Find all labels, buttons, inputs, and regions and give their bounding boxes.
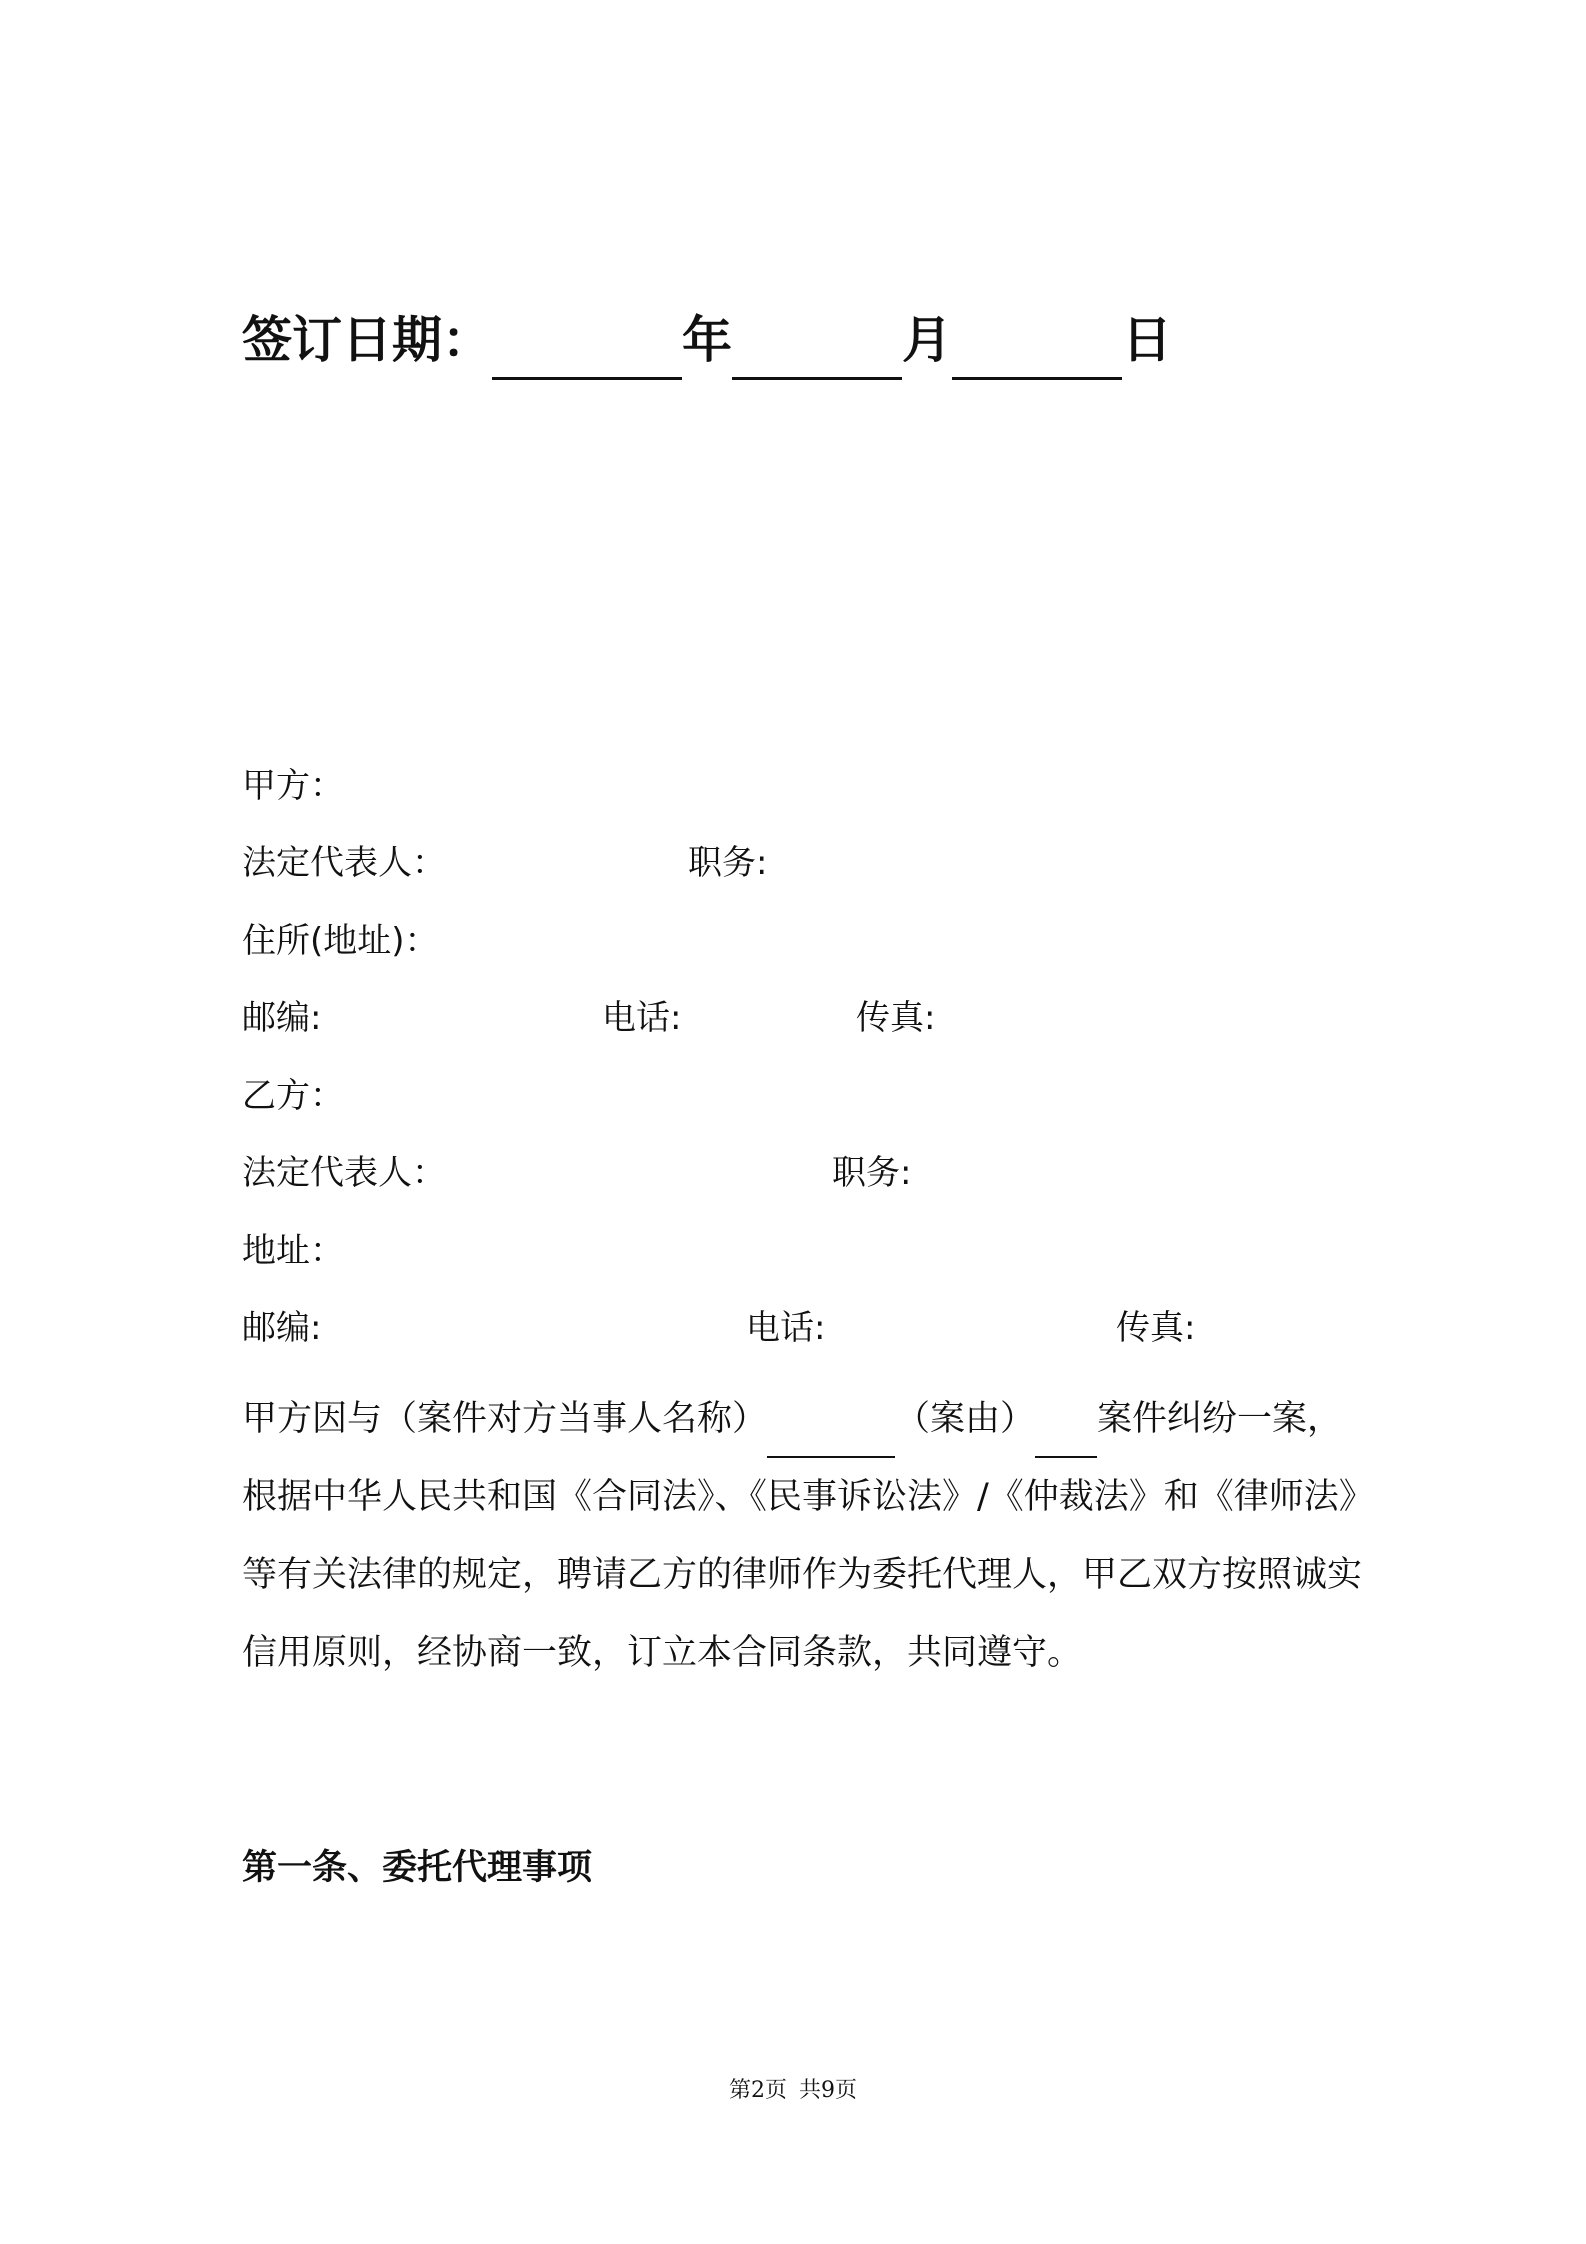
party-b-fax-label: 传真: xyxy=(1116,1308,1196,1348)
signing-date-line xyxy=(242,300,1172,380)
preamble-part-2: （案由） xyxy=(895,1399,1036,1439)
page-number: 第2页 xyxy=(729,2078,787,2103)
party-b-address-label: 地址： xyxy=(242,1231,344,1271)
party-a-position-label: 职务: xyxy=(688,843,768,883)
preamble-part-1: 甲方因与（案件对方当事人名称） xyxy=(242,1399,768,1439)
contract-preamble xyxy=(242,1380,1362,1692)
party-a-legal-rep-label: 法定代表人： xyxy=(242,843,446,883)
party-a-phone-label: 电话: xyxy=(602,998,682,1038)
month-blank[interactable] xyxy=(732,319,902,380)
party-b-phone-label: 电话: xyxy=(746,1308,826,1348)
year-label: 年 xyxy=(682,311,732,369)
section-heading: 第一条、委托代理事项 xyxy=(242,1848,593,1888)
opposing-party-blank[interactable] xyxy=(767,1418,895,1458)
signing-date-label: 签订日期： xyxy=(242,311,492,369)
party-b-name-label: 乙方： xyxy=(242,1076,344,1116)
party-b-position-label: 职务: xyxy=(832,1153,912,1193)
page-total: 共9页 xyxy=(799,2078,857,2103)
party-a-address-label: 住所(地址)： xyxy=(242,921,439,961)
day-blank[interactable] xyxy=(952,319,1122,380)
year-blank[interactable] xyxy=(492,319,682,380)
party-a-name-label: 甲方： xyxy=(242,766,344,806)
preamble-part-3: 案件纠纷一案，根据中华人民共和国《合同法》、《民事诉讼法》/《仲裁法》和《律师法》等有关法律的规定，聘请乙方的律师作为委托代理人，甲乙双方按照诚实信用原则，经协商一致，订立本合同条款，共同遵守。 xyxy=(242,1399,1363,1673)
month-label: 月 xyxy=(902,311,952,369)
page-footer xyxy=(0,2076,1586,2106)
case-cause-blank[interactable] xyxy=(1035,1418,1097,1458)
party-a-fax-label: 传真: xyxy=(856,998,936,1038)
day-label: 日 xyxy=(1122,311,1172,369)
party-b-legal-rep-label: 法定代表人： xyxy=(242,1153,446,1193)
party-a-postcode-label: 邮编: xyxy=(242,998,322,1038)
party-b-postcode-label: 邮编: xyxy=(242,1308,322,1348)
